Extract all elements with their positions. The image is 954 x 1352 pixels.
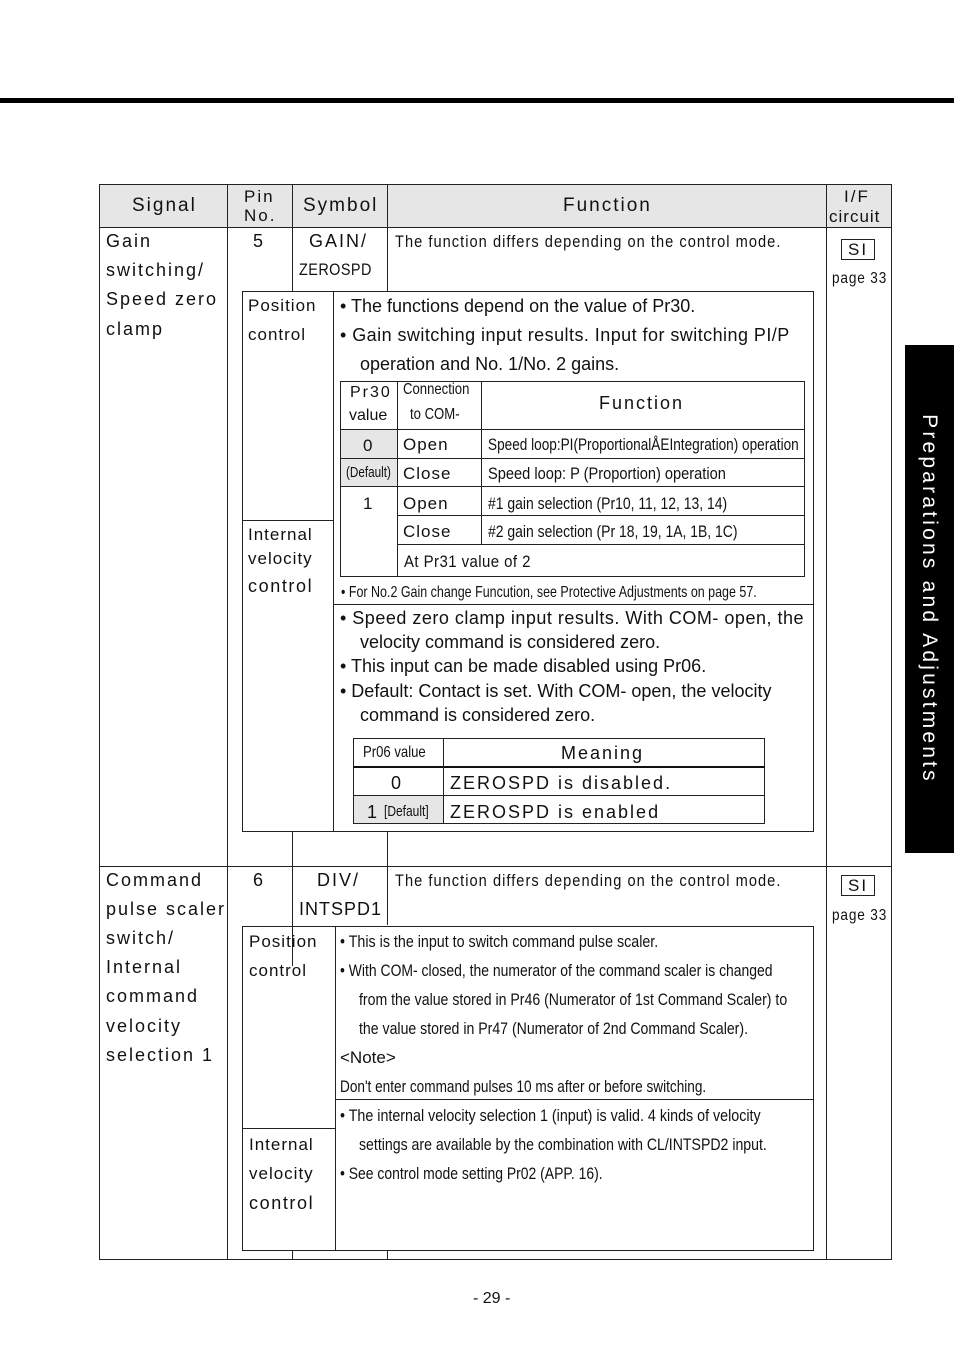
signal-line: command [106,986,200,1006]
signal-line: Internal [106,957,183,977]
mode-label: Internal [249,1135,314,1154]
symbol-line2: INTSPD1 [299,899,383,919]
pr06-cell: ZEROSPD is disabled. [450,773,673,793]
symbol-line2: ZEROSPD [299,260,372,279]
pr30-value: 0 [363,436,373,455]
pr06-default: [Default] [384,803,429,820]
pr30-header: Connection [403,381,470,398]
mode-label: Internal [248,525,313,544]
function-text: • With COM- closed, the numerator of the command scaler is changed [340,961,773,980]
page-number: - 29 - [473,1290,511,1307]
signal-line: Command [106,870,204,890]
pr30-cell: At Pr31 value of 2 [404,552,531,571]
if-page: page 33 [832,270,888,287]
pr30-cell: Speed loop:PI(ProportionalÅEIntegration) operation [488,435,799,454]
mode-label: control [248,576,314,596]
function-text: command is considered zero. [360,705,596,725]
mode-label: control [248,325,307,344]
header-if-2: circuit [829,207,881,226]
signal-line: switch/ [106,928,176,948]
function-intro: The function differs depending on the control mode. [395,232,782,251]
pr30-cell: #1 gain selection (Pr10, 11, 12, 13, 14) [488,494,728,513]
pr30-value: 1 [363,494,373,513]
pr30-header: Function [599,393,685,413]
function-text: Don't enter command pulses 10 ms after or before switching. [340,1077,707,1096]
function-text: <Note> [340,1048,396,1067]
header-function: Function [563,195,652,216]
if-page: page 33 [832,907,888,924]
signal-line: Speed zero [106,289,219,309]
header-signal: Signal [132,195,197,216]
pin-number: 5 [253,231,264,251]
function-text: • This input can be made disabled using Pr06. [340,656,707,676]
function-text: settings are available by the combination with CL/INTSPD2 input. [359,1135,767,1154]
mode-label: control [249,1193,315,1213]
header-symbol: Symbol [303,195,379,216]
function-text: the value stored in Pr47 (Numerator of 2nd Command Scaler). [359,1019,748,1038]
pr30-cell: Open [403,435,449,454]
mode-label: velocity [249,1164,314,1183]
pr06-header: Meaning [561,743,645,763]
signal-line: switching/ [106,260,206,280]
if-badge-text: SI [848,240,869,259]
pin-number: 6 [253,870,264,890]
function-text: • This is the input to switch command pulse scaler. [340,932,659,951]
pr06-cell: ZEROSPD is enabled [450,802,661,822]
function-note: • For No.2 Gain change Funcution, see Protective Adjustments on page 57. [341,584,757,601]
function-text: • See control mode setting Pr02 (APP. 16). [340,1164,603,1183]
pr06-header: Pr06 value [363,744,426,761]
header-bar [0,98,954,103]
symbol-line1: GAIN/ [309,231,369,251]
signal-line: clamp [106,319,165,339]
signal-line: Gain [106,231,153,251]
signal-line: velocity [106,1016,183,1036]
function-text: • Speed zero clamp input results. With COM- open, the [340,608,804,628]
function-text: • The functions depend on the value of Pr30. [340,296,696,316]
function-intro: The function differs depending on the control mode. [395,871,782,890]
pr06-cell: 1 [367,802,378,822]
pr30-cell: Close [403,522,452,541]
signal-line: selection 1 [106,1045,215,1065]
header-pin-2: No. [244,206,277,225]
function-text: velocity command is considered zero. [360,632,661,652]
if-badge-text: SI [848,876,869,895]
symbol-line1: DIV/ [317,870,361,890]
mode-label: Position [249,932,318,951]
signal-line: pulse scaler [106,899,227,919]
pr30-header: Pr30 [350,384,392,401]
header-pin-1: Pin [244,187,275,206]
mode-label: control [249,961,308,980]
pr30-default: (Default) [346,464,391,481]
function-text: • The internal velocity selection 1 (input) is valid. 4 kinds of velocity [340,1106,761,1125]
pr30-cell: Speed loop: P (Proportion) operation [488,464,726,483]
header-if-1: I/F [844,187,870,206]
function-text: operation and No. 1/No. 2 gains. [360,354,620,374]
side-tab [905,345,954,853]
pr30-header: value [349,407,388,424]
function-text: from the value stored in Pr46 (Numerator of 1st Command Scaler) to [359,990,788,1009]
function-text: • Gain switching input results. Input for switching PI/P [340,325,790,345]
pr30-cell: Close [403,464,452,483]
mode-label: Position [248,296,317,315]
side-tab-label: Preparations and Adjustments [918,414,941,784]
function-text: • Default: Contact is set. With COM- open, the velocity [340,681,772,701]
pr30-cell: Open [403,494,449,513]
mode-label: velocity [248,549,313,568]
pr06-cell: 0 [391,773,402,793]
pr30-cell: #2 gain selection (Pr 18, 19, 1A, 1B, 1C) [488,522,738,541]
pr30-header: to COM- [410,406,460,423]
